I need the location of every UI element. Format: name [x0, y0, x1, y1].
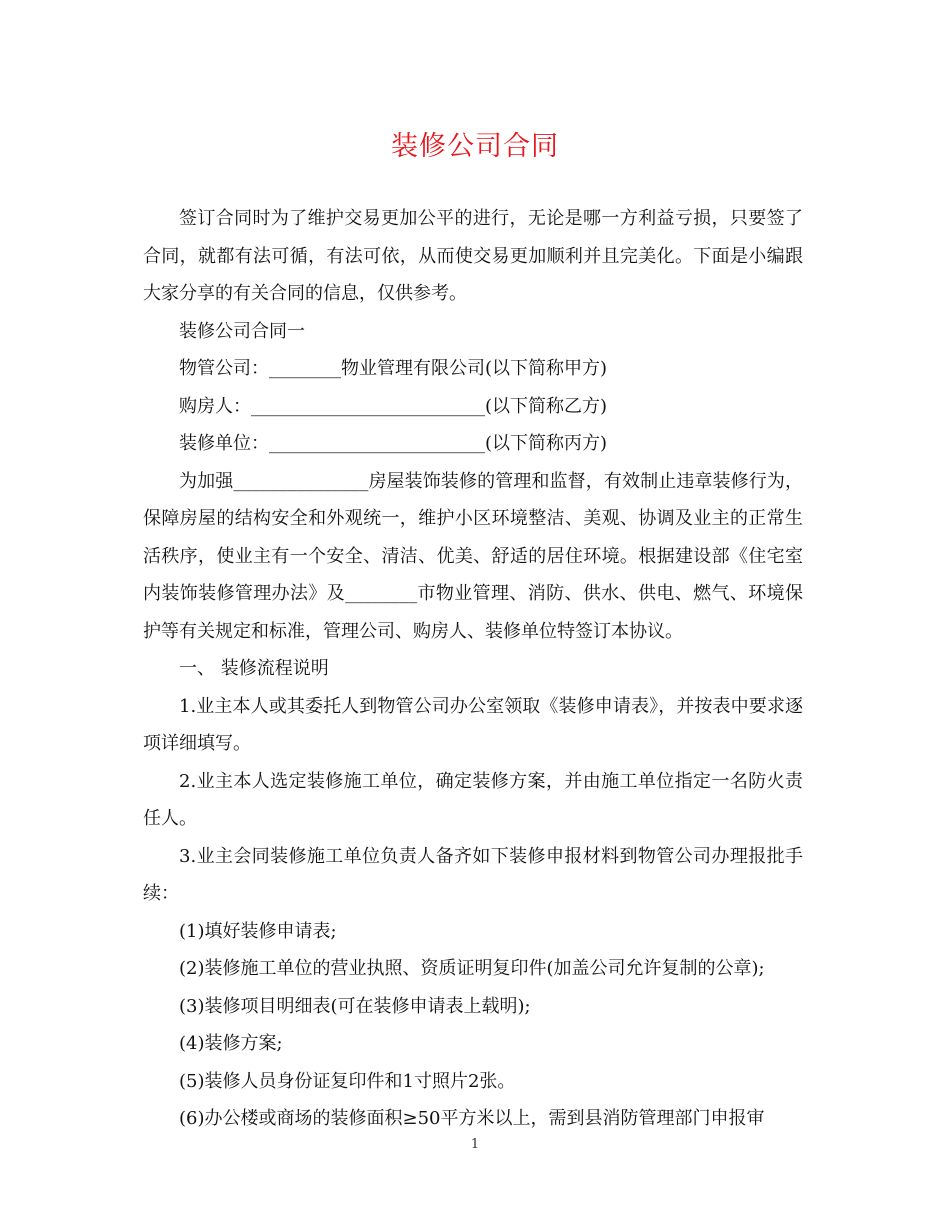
paragraph-party-a: 物管公司：________物业管理有限公司(以下简称甲方)	[179, 358, 608, 379]
paragraph-subitem-4: (4)装修方案;	[179, 1033, 283, 1054]
document-title: 装修公司合同	[391, 131, 559, 162]
paragraph-item-2: 2.业主本人选定装修施工单位，确定装修方案，并由施工单位指定一名防火责任人。	[143, 770, 803, 829]
paragraph-item-3: 3.业主会同装修施工单位负责人备齐如下装修申报材料到物管公司办理报批手续：	[143, 845, 803, 904]
paragraph-subitem-3: (3)装修项目明细表(可在装修申请表上载明);	[179, 995, 531, 1017]
paragraph-subitem-6: (6)办公楼或商场的装修面积≥50平方米以上，需到县消防管理部门申报审	[179, 1108, 765, 1129]
paragraph-contract-heading: 装修公司合同一	[179, 320, 305, 342]
paragraph-subitem-5: (5)装修人员身份证复印件和1寸照片2张。	[179, 1070, 516, 1092]
document-body	[143, 200, 803, 1138]
paragraph-intro: 签订合同时为了维护交易更加公平的进行，无论是哪一方利益亏损，只要签了合同，就都有法可循，有法可依，从而使交易更加顺利并且完美化。下面是小编跟大家分享的有关合同的信息，仅供参考。	[143, 208, 803, 304]
paragraph-subitem-1: (1)填好装修申请表;	[179, 920, 337, 942]
paragraph-purpose: 为加强_______________房屋装饰装修的管理和监督，有效制止违章装修行为，保障房屋的结构安全和外观统一，维护小区环境整洁、美观、协调及业主的正常生活秩序，使业主有一个安全、清洁、优美、舒适的居住环境。根据建设部《住宅室内装饰装修管理办法》及________市物业管理、消防、供水、供电、燃气、环境保护等有关规定和标准，管理公司、购房人、装修单位特签订本协议。	[143, 470, 803, 642]
paragraph-item-1: 1.业主本人或其委托人到物管公司办公室领取《装修申请表》，并按表中要求逐项详细填写。	[143, 695, 803, 754]
page-number: 1	[470, 1137, 480, 1152]
paragraph-party-c: 装修单位：________________________(以下简称丙方)	[179, 433, 608, 454]
paragraph-subitem-2: (2)装修施工单位的营业执照、资质证明复印件(加盖公司允许复制的公章);	[179, 958, 765, 979]
paragraph-party-b: 购房人：__________________________(以下简称乙方)	[179, 395, 608, 417]
paragraph-section-heading: 一、 装修流程说明	[179, 658, 329, 679]
